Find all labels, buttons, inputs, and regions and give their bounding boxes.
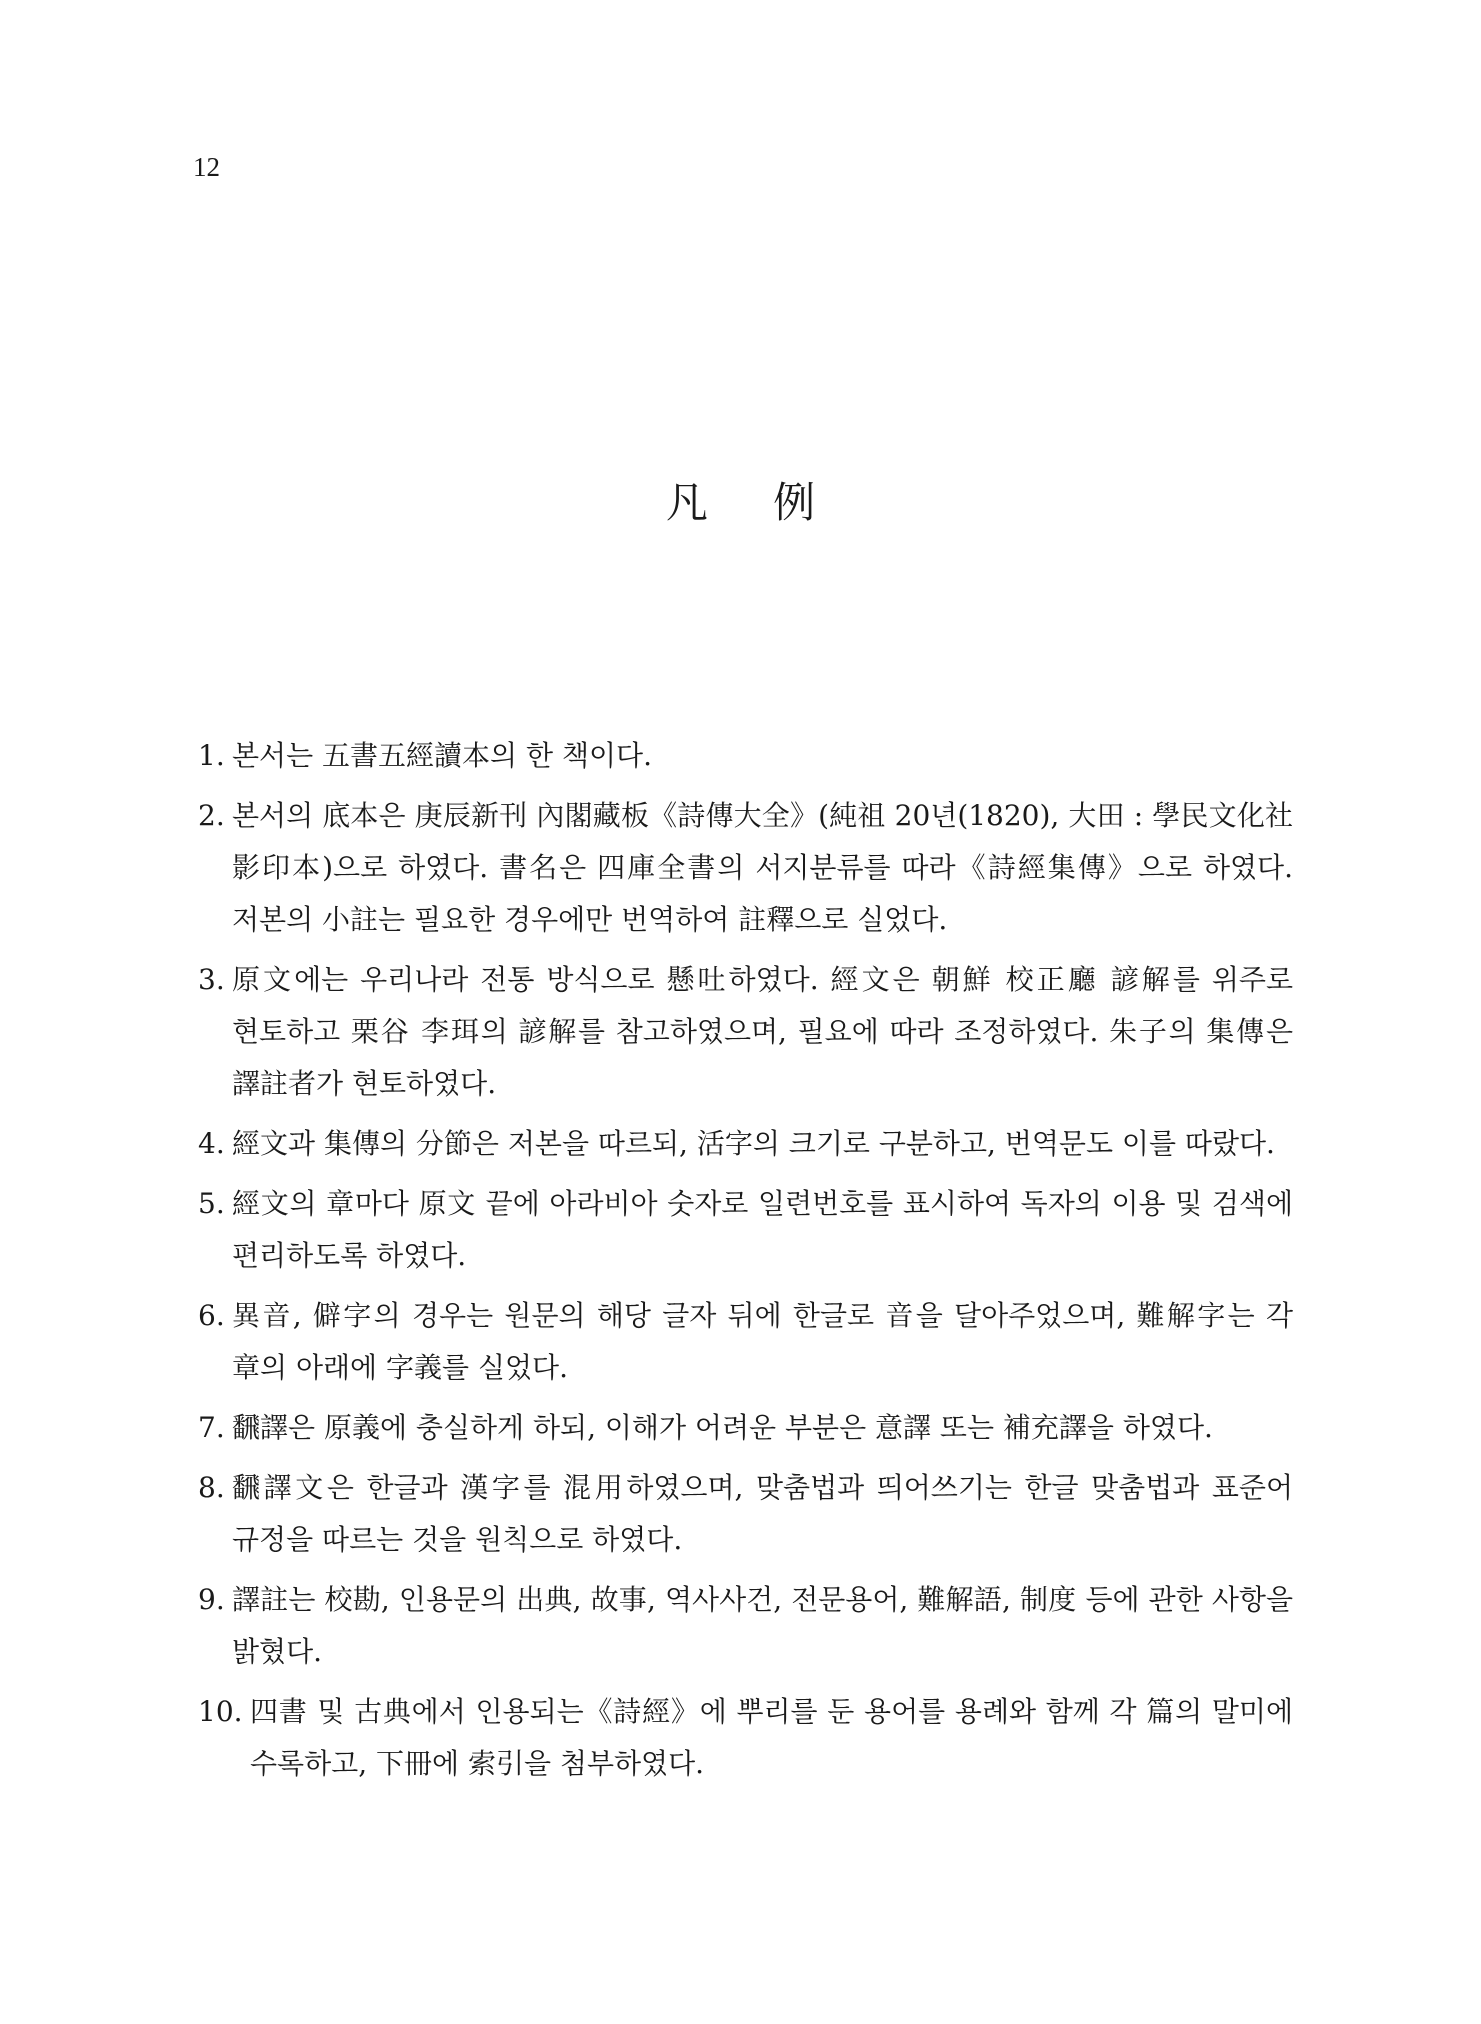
- item-number: 5.: [198, 1187, 225, 1220]
- item-text: 原文에는 우리나라 전통 방식으로 懸吐하였다. 經文은 朝鮮 校正廳 諺解를 위주로 현토하고 栗谷 李珥의 諺解를 참고하였으며, 필요에 따라 조정하였다. 朱子의 集傳은 譯註者가 현토하였다.: [232, 963, 1293, 1100]
- list-item: [198, 1574, 1293, 1678]
- item-number: 9.: [198, 1583, 225, 1616]
- list-item: [198, 1290, 1293, 1394]
- item-number: 7.: [198, 1411, 225, 1444]
- item-number: 10.: [198, 1695, 243, 1728]
- item-text: 飜譯은 原義에 충실하게 하되, 이해가 어려운 부분은 意譯 또는 補充譯을 하였다.: [232, 1411, 1213, 1444]
- list-item: [198, 1178, 1293, 1282]
- list-item: [198, 1686, 1293, 1790]
- item-number: 1.: [198, 739, 225, 772]
- item-number: 2.: [198, 799, 225, 832]
- notes-list: [198, 730, 1293, 1798]
- item-number: 6.: [198, 1299, 225, 1332]
- item-text: 본서의 底本은 庚辰新刊 內閣藏板《詩傳大全》(純祖 20년(1820), 大田 : 學民文化社 影印本)으로 하였다. 書名은 四庫全書의 서지분류를 따라《詩經集傳》으로 하였다. 저본의 小註는 필요한 경우에만 번역하여 註釋으로 실었다.: [232, 799, 1293, 936]
- list-item: [198, 1402, 1293, 1454]
- list-item: [198, 1462, 1293, 1566]
- item-text: 본서는 五書五經讀本의 한 책이다.: [232, 739, 652, 772]
- item-text: 譯註는 校勘, 인용문의 出典, 故事, 역사사건, 전문용어, 難解語, 制度 등에 관한 사항을 밝혔다.: [232, 1583, 1293, 1668]
- list-item: [198, 730, 1293, 782]
- item-text: 異音, 僻字의 경우는 원문의 해당 글자 뒤에 한글로 音을 달아주었으며, 難解字는 각 章의 아래에 字義를 실었다.: [232, 1299, 1293, 1384]
- list-item: [198, 790, 1293, 946]
- item-text: 飜譯文은 한글과 漢字를 混用하였으며, 맞춤법과 띄어쓰기는 한글 맞춤법과 표준어 규정을 따르는 것을 원칙으로 하였다.: [232, 1471, 1293, 1556]
- list-item: [198, 1118, 1293, 1170]
- page-title: 凡 例: [665, 478, 842, 527]
- list-item: [198, 954, 1293, 1110]
- item-number: 8.: [198, 1471, 225, 1504]
- page-number: 12: [193, 152, 220, 182]
- item-number: 3.: [198, 963, 225, 996]
- item-text: 經文과 集傳의 分節은 저본을 따르되, 活字의 크기로 구분하고, 번역문도 이를 따랐다.: [232, 1127, 1275, 1160]
- item-number: 4.: [198, 1127, 225, 1160]
- item-text: 經文의 章마다 原文 끝에 아라비아 숫자로 일련번호를 표시하여 독자의 이용 및 검색에 편리하도록 하였다.: [232, 1187, 1293, 1272]
- item-text: 四書 및 古典에서 인용되는《詩經》에 뿌리를 둔 용어를 용례와 함께 각 篇의 말미에 수록하고, 下冊에 索引을 첨부하였다.: [250, 1695, 1293, 1780]
